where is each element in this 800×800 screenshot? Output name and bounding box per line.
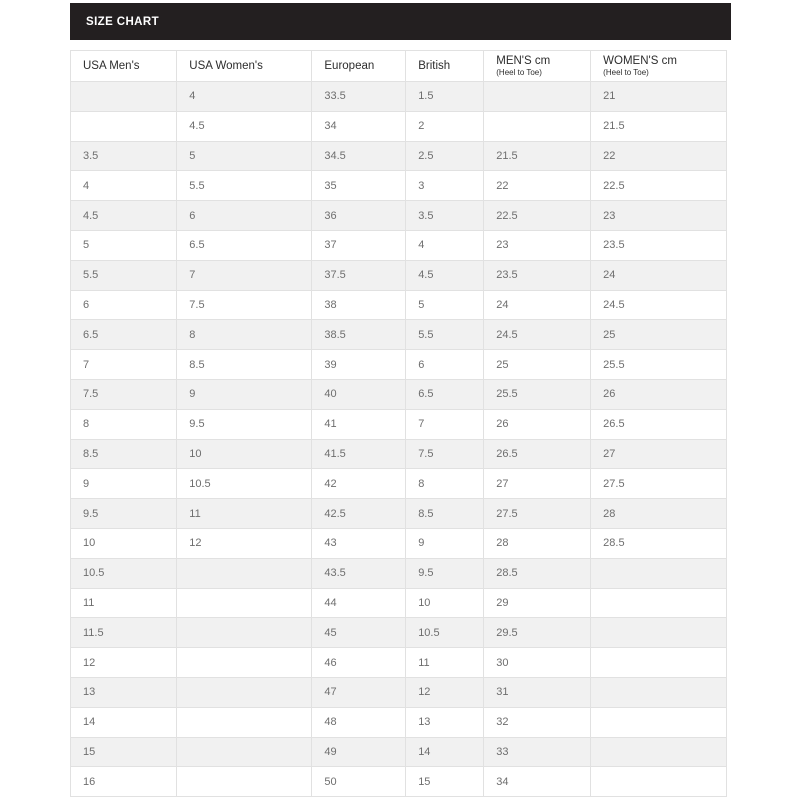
- column-label: European: [324, 60, 375, 72]
- table-row: [71, 469, 727, 499]
- table-cell: 5: [406, 290, 484, 320]
- table-row: [71, 618, 727, 648]
- table-cell: [177, 648, 312, 678]
- table-cell: 23.5: [484, 260, 591, 290]
- table-cell: 10.5: [71, 558, 177, 588]
- table-header-cell: [406, 51, 484, 82]
- table-row: [71, 141, 727, 171]
- table-cell: 30: [484, 648, 591, 678]
- table-cell: [177, 767, 312, 797]
- table-cell: [591, 737, 727, 767]
- table-cell: 8.5: [71, 439, 177, 469]
- table-cell: 5.5: [406, 320, 484, 350]
- table-row: [71, 260, 727, 290]
- column-label: USA Women's: [189, 60, 263, 72]
- table-cell: 27: [591, 439, 727, 469]
- table-cell: 9.5: [177, 409, 312, 439]
- table-cell: 23.5: [591, 230, 727, 260]
- table-cell: 13: [71, 677, 177, 707]
- table-body: [71, 82, 727, 797]
- table-cell: 10: [71, 528, 177, 558]
- table-cell: 41: [312, 409, 406, 439]
- table-cell: 21: [591, 82, 727, 112]
- table-cell: 42: [312, 469, 406, 499]
- table-cell: 15: [406, 767, 484, 797]
- table-row: [71, 409, 727, 439]
- table-cell: 6: [177, 201, 312, 231]
- table-cell: 10: [177, 439, 312, 469]
- table-cell: 33: [484, 737, 591, 767]
- table-cell: 5: [71, 230, 177, 260]
- table-cell: [177, 737, 312, 767]
- table-cell: 23: [591, 201, 727, 231]
- table-cell: 34: [484, 767, 591, 797]
- table-cell: [177, 558, 312, 588]
- table-cell: 31: [484, 677, 591, 707]
- table-cell: 24: [484, 290, 591, 320]
- table-cell: 11: [177, 499, 312, 529]
- table-cell: 6.5: [406, 379, 484, 409]
- table-cell: 33.5: [312, 82, 406, 112]
- table-cell: 38: [312, 290, 406, 320]
- table-cell: 37.5: [312, 260, 406, 290]
- table-cell: 25.5: [484, 379, 591, 409]
- table-cell: 28: [484, 528, 591, 558]
- table-cell: 29.5: [484, 618, 591, 648]
- table-cell: [591, 558, 727, 588]
- table-cell: 28.5: [484, 558, 591, 588]
- table-cell: 12: [177, 528, 312, 558]
- table-cell: 37: [312, 230, 406, 260]
- table-cell: 48: [312, 707, 406, 737]
- table-cell: 9.5: [406, 558, 484, 588]
- table-cell: 8: [406, 469, 484, 499]
- table-header-row: [71, 51, 727, 82]
- table-cell: 7: [71, 350, 177, 380]
- table-cell: 8: [177, 320, 312, 350]
- table-cell: 11: [71, 588, 177, 618]
- table-cell: 7.5: [177, 290, 312, 320]
- table-cell: [177, 588, 312, 618]
- table-cell: 8.5: [406, 499, 484, 529]
- table-cell: [591, 618, 727, 648]
- table-cell: 43.5: [312, 558, 406, 588]
- table-cell: 16: [71, 767, 177, 797]
- table-cell: 1.5: [406, 82, 484, 112]
- table-row: [71, 499, 727, 529]
- table-cell: 3: [406, 171, 484, 201]
- table-cell: 47: [312, 677, 406, 707]
- table-cell: 25: [484, 350, 591, 380]
- table-cell: 15: [71, 737, 177, 767]
- table-cell: 22.5: [484, 201, 591, 231]
- table-cell: 7.5: [71, 379, 177, 409]
- column-sublabel: (Heel to Toe): [603, 68, 649, 77]
- table-cell: [591, 588, 727, 618]
- table-cell: 10.5: [177, 469, 312, 499]
- table-cell: 42.5: [312, 499, 406, 529]
- table-row: [71, 648, 727, 678]
- table-cell: 4.5: [177, 111, 312, 141]
- table-header-cell: [484, 51, 591, 82]
- table-cell: [177, 618, 312, 648]
- table-cell: 8.5: [177, 350, 312, 380]
- table-cell: 7.5: [406, 439, 484, 469]
- table-cell: [177, 677, 312, 707]
- table-cell: 2.5: [406, 141, 484, 171]
- table-cell: [484, 82, 591, 112]
- table-cell: 10: [406, 588, 484, 618]
- table-row: [71, 171, 727, 201]
- table-row: [71, 528, 727, 558]
- table-cell: 22: [484, 171, 591, 201]
- table-cell: 46: [312, 648, 406, 678]
- table-cell: 4: [71, 171, 177, 201]
- table-cell: 49: [312, 737, 406, 767]
- table-cell: 22: [591, 141, 727, 171]
- table-header-cell: [177, 51, 312, 82]
- table-cell: 26: [484, 409, 591, 439]
- table-header: [71, 51, 727, 82]
- table-cell: 34: [312, 111, 406, 141]
- table-cell: 5.5: [177, 171, 312, 201]
- table-cell: 12: [406, 677, 484, 707]
- table-cell: 32: [484, 707, 591, 737]
- table-cell: 5.5: [71, 260, 177, 290]
- table-cell: [591, 767, 727, 797]
- size-chart-table: [70, 50, 727, 797]
- table-cell: 38.5: [312, 320, 406, 350]
- table-cell: 6.5: [71, 320, 177, 350]
- table-cell: 5: [177, 141, 312, 171]
- table-cell: 41.5: [312, 439, 406, 469]
- column-sublabel: (Heel to Toe): [496, 68, 542, 77]
- table-row: [71, 111, 727, 141]
- table-cell: 6.5: [177, 230, 312, 260]
- table-cell: 4: [177, 82, 312, 112]
- table-row: [71, 290, 727, 320]
- table-cell: 36: [312, 201, 406, 231]
- table-cell: 10.5: [406, 618, 484, 648]
- table-cell: 24.5: [484, 320, 591, 350]
- table-cell: 26.5: [484, 439, 591, 469]
- table-cell: 4.5: [406, 260, 484, 290]
- table-cell: 28: [591, 499, 727, 529]
- size-chart-title: SIZE CHART: [86, 15, 159, 28]
- table-cell: 34.5: [312, 141, 406, 171]
- table-cell: 40: [312, 379, 406, 409]
- table-cell: 13: [406, 707, 484, 737]
- table-cell: 27.5: [484, 499, 591, 529]
- table-cell: 50: [312, 767, 406, 797]
- size-chart-section: [70, 3, 731, 797]
- table-cell: 45: [312, 618, 406, 648]
- table-cell: 43: [312, 528, 406, 558]
- table-cell: [591, 648, 727, 678]
- table-cell: 4: [406, 230, 484, 260]
- table-cell: 14: [71, 707, 177, 737]
- table-cell: 24: [591, 260, 727, 290]
- table-cell: 9: [406, 528, 484, 558]
- table-cell: 21.5: [591, 111, 727, 141]
- table-cell: [484, 111, 591, 141]
- table-row: [71, 320, 727, 350]
- table-cell: 29: [484, 588, 591, 618]
- table-row: [71, 82, 727, 112]
- column-label: WOMEN'S cm: [603, 55, 677, 67]
- table-cell: 21.5: [484, 141, 591, 171]
- table-row: [71, 379, 727, 409]
- table-cell: 11.5: [71, 618, 177, 648]
- table-header-cell: [71, 51, 177, 82]
- table-cell: 3.5: [406, 201, 484, 231]
- table-cell: 12: [71, 648, 177, 678]
- table-header-cell: [312, 51, 406, 82]
- table-cell: 9: [177, 379, 312, 409]
- table-cell: 9.5: [71, 499, 177, 529]
- column-label: MEN'S cm: [496, 55, 551, 67]
- table-cell: 14: [406, 737, 484, 767]
- table-cell: 27.5: [591, 469, 727, 499]
- table-cell: 9: [71, 469, 177, 499]
- table-cell: 7: [406, 409, 484, 439]
- table-cell: 25: [591, 320, 727, 350]
- table-row: [71, 677, 727, 707]
- table-cell: 26: [591, 379, 727, 409]
- table-cell: 22.5: [591, 171, 727, 201]
- table-cell: [177, 707, 312, 737]
- table-row: [71, 201, 727, 231]
- table-row: [71, 707, 727, 737]
- table-row: [71, 767, 727, 797]
- column-label: USA Men's: [83, 60, 140, 72]
- table-cell: 23: [484, 230, 591, 260]
- table-header-cell: [591, 51, 727, 82]
- table-row: [71, 350, 727, 380]
- table-cell: [71, 111, 177, 141]
- table-cell: 26.5: [591, 409, 727, 439]
- table-cell: 39: [312, 350, 406, 380]
- table-row: [71, 558, 727, 588]
- column-label: British: [418, 60, 451, 72]
- table-cell: [591, 677, 727, 707]
- table-cell: 6: [71, 290, 177, 320]
- table-cell: 11: [406, 648, 484, 678]
- table-cell: 25.5: [591, 350, 727, 380]
- table-cell: 28.5: [591, 528, 727, 558]
- table-cell: [591, 707, 727, 737]
- table-row: [71, 439, 727, 469]
- table-cell: 7: [177, 260, 312, 290]
- table-cell: 44: [312, 588, 406, 618]
- table-cell: [71, 82, 177, 112]
- table-cell: 8: [71, 409, 177, 439]
- table-cell: 4.5: [71, 201, 177, 231]
- table-cell: 27: [484, 469, 591, 499]
- table-cell: 6: [406, 350, 484, 380]
- table-row: [71, 588, 727, 618]
- table-cell: 35: [312, 171, 406, 201]
- table-row: [71, 230, 727, 260]
- table-cell: 24.5: [591, 290, 727, 320]
- table-cell: 2: [406, 111, 484, 141]
- table-cell: 3.5: [71, 141, 177, 171]
- size-chart-title-bar: [70, 3, 731, 40]
- table-row: [71, 737, 727, 767]
